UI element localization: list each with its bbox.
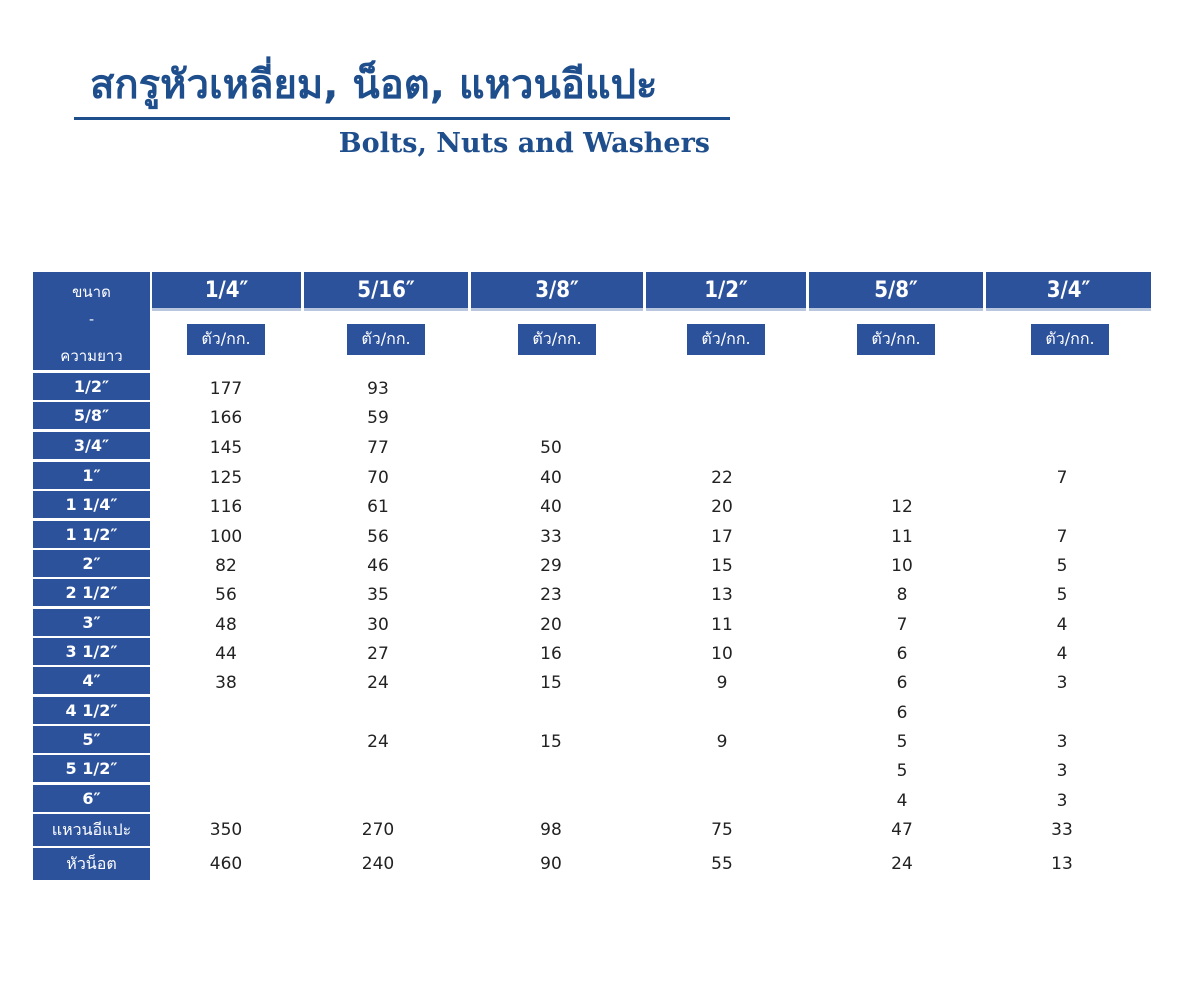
page-title-thai: สกรูหัวเหลี่ยม, น็อต, แหวนอีแปะ xyxy=(90,62,658,108)
row-label: 3 1/2″ xyxy=(33,638,150,665)
row-label: หัวน็อต xyxy=(33,848,150,880)
table-cell: 93 xyxy=(367,378,389,399)
row-label: 4 1/2″ xyxy=(33,697,150,724)
table-cell: 6 xyxy=(896,643,908,664)
column-unit-badge: ตัว/กก. xyxy=(518,324,596,355)
row-label: 5/8″ xyxy=(33,402,150,429)
table-cell: 59 xyxy=(367,407,389,428)
table-cell: 40 xyxy=(540,467,562,488)
table-cell: 15 xyxy=(540,731,562,752)
table-cell: 350 xyxy=(209,819,243,840)
table-cell: 29 xyxy=(540,555,562,576)
table-cell: 166 xyxy=(209,407,243,428)
table-cell: 270 xyxy=(361,819,395,840)
table-cell: 70 xyxy=(367,467,389,488)
table-cell: 8 xyxy=(896,584,908,605)
column-header-size: 3/4″ xyxy=(986,272,1151,311)
table-cell: 40 xyxy=(540,496,562,517)
table-cell: 16 xyxy=(540,643,562,664)
table-cell: 23 xyxy=(540,584,562,605)
column-header-size: 5/8″ xyxy=(809,272,983,311)
table-cell: 9 xyxy=(716,672,728,693)
table-cell: 10 xyxy=(711,643,733,664)
row-label: 5 1/2″ xyxy=(33,755,150,782)
column-unit-badge: ตัว/กก. xyxy=(857,324,935,355)
table-cell: 24 xyxy=(367,672,389,693)
table-cell: 50 xyxy=(540,437,562,458)
table-cell: 24 xyxy=(367,731,389,752)
table-cell: 5 xyxy=(1056,584,1068,605)
corner-length-label: ความยาว xyxy=(60,347,123,365)
column-unit-badge: ตัว/กก. xyxy=(1031,324,1109,355)
row-label: 1 1/2″ xyxy=(33,521,150,548)
table-cell: 12 xyxy=(891,496,913,517)
table-cell: 125 xyxy=(209,467,243,488)
column-unit-badge: ตัว/กก. xyxy=(187,324,265,355)
table-cell: 22 xyxy=(711,467,733,488)
table-corner-header xyxy=(33,272,150,370)
table-cell: 100 xyxy=(209,526,243,547)
table-cell: 116 xyxy=(209,496,243,517)
row-label: 1/2″ xyxy=(33,373,150,400)
table-cell: 5 xyxy=(896,760,908,781)
page-title-english: Bolts, Nuts and Washers xyxy=(338,128,710,159)
table-cell: 17 xyxy=(711,526,733,547)
table-cell: 46 xyxy=(367,555,389,576)
table-cell: 11 xyxy=(891,526,913,547)
row-label: 2 1/2″ xyxy=(33,579,150,606)
table-cell: 177 xyxy=(209,378,243,399)
table-cell: 13 xyxy=(711,584,733,605)
column-unit-badge: ตัว/กก. xyxy=(687,324,765,355)
table-cell: 15 xyxy=(540,672,562,693)
column-header-size: 5/16″ xyxy=(304,272,468,311)
table-cell: 3 xyxy=(1056,672,1068,693)
table-cell: 30 xyxy=(367,614,389,635)
table-cell: 61 xyxy=(367,496,389,517)
row-label: 2″ xyxy=(33,550,150,577)
table-cell: 5 xyxy=(1056,555,1068,576)
table-cell: 11 xyxy=(711,614,733,635)
table-cell: 13 xyxy=(1051,853,1073,874)
column-header-size: 1/2″ xyxy=(646,272,806,311)
table-cell: 7 xyxy=(896,614,908,635)
table-cell: 38 xyxy=(215,672,237,693)
table-cell: 5 xyxy=(896,731,908,752)
table-cell: 82 xyxy=(215,555,237,576)
row-label: 4″ xyxy=(33,667,150,694)
table-cell: 10 xyxy=(891,555,913,576)
table-cell: 56 xyxy=(215,584,237,605)
row-label: แหวนอีแปะ xyxy=(33,814,150,846)
table-cell: 98 xyxy=(540,819,562,840)
table-cell: 145 xyxy=(209,437,243,458)
table-cell: 27 xyxy=(367,643,389,664)
title-divider xyxy=(74,117,730,120)
row-label: 5″ xyxy=(33,726,150,753)
table-cell: 77 xyxy=(367,437,389,458)
table-cell: 56 xyxy=(367,526,389,547)
row-label: 6″ xyxy=(33,785,150,812)
table-cell: 6 xyxy=(896,672,908,693)
table-cell: 460 xyxy=(209,853,243,874)
table-cell: 4 xyxy=(896,790,908,811)
table-cell: 9 xyxy=(716,731,728,752)
table-cell: 4 xyxy=(1056,614,1068,635)
table-cell: 48 xyxy=(215,614,237,635)
table-cell: 6 xyxy=(896,702,908,723)
row-label: 1″ xyxy=(33,462,150,489)
table-cell: 35 xyxy=(367,584,389,605)
corner-size-label: ขนาด xyxy=(72,283,111,301)
table-cell: 47 xyxy=(891,819,913,840)
table-cell: 75 xyxy=(711,819,733,840)
table-cell: 55 xyxy=(711,853,733,874)
column-unit-badge: ตัว/กก. xyxy=(347,324,425,355)
table-cell: 3 xyxy=(1056,790,1068,811)
table-cell: 7 xyxy=(1056,526,1068,547)
table-cell: 240 xyxy=(361,853,395,874)
table-cell: 44 xyxy=(215,643,237,664)
table-cell: 90 xyxy=(540,853,562,874)
table-cell: 33 xyxy=(1051,819,1073,840)
table-cell: 3 xyxy=(1056,760,1068,781)
table-cell: 3 xyxy=(1056,731,1068,752)
row-label: 3/4″ xyxy=(33,432,150,459)
table-cell: 33 xyxy=(540,526,562,547)
column-header-size: 1/4″ xyxy=(152,272,301,311)
row-label: 1 1/4″ xyxy=(33,491,150,518)
table-cell: 20 xyxy=(540,614,562,635)
corner-separator: - xyxy=(88,312,95,328)
table-cell: 4 xyxy=(1056,643,1068,664)
table-cell: 24 xyxy=(891,853,913,874)
table-cell: 20 xyxy=(711,496,733,517)
column-header-size: 3/8″ xyxy=(471,272,643,311)
row-label: 3″ xyxy=(33,609,150,636)
table-cell: 15 xyxy=(711,555,733,576)
table-cell: 7 xyxy=(1056,467,1068,488)
